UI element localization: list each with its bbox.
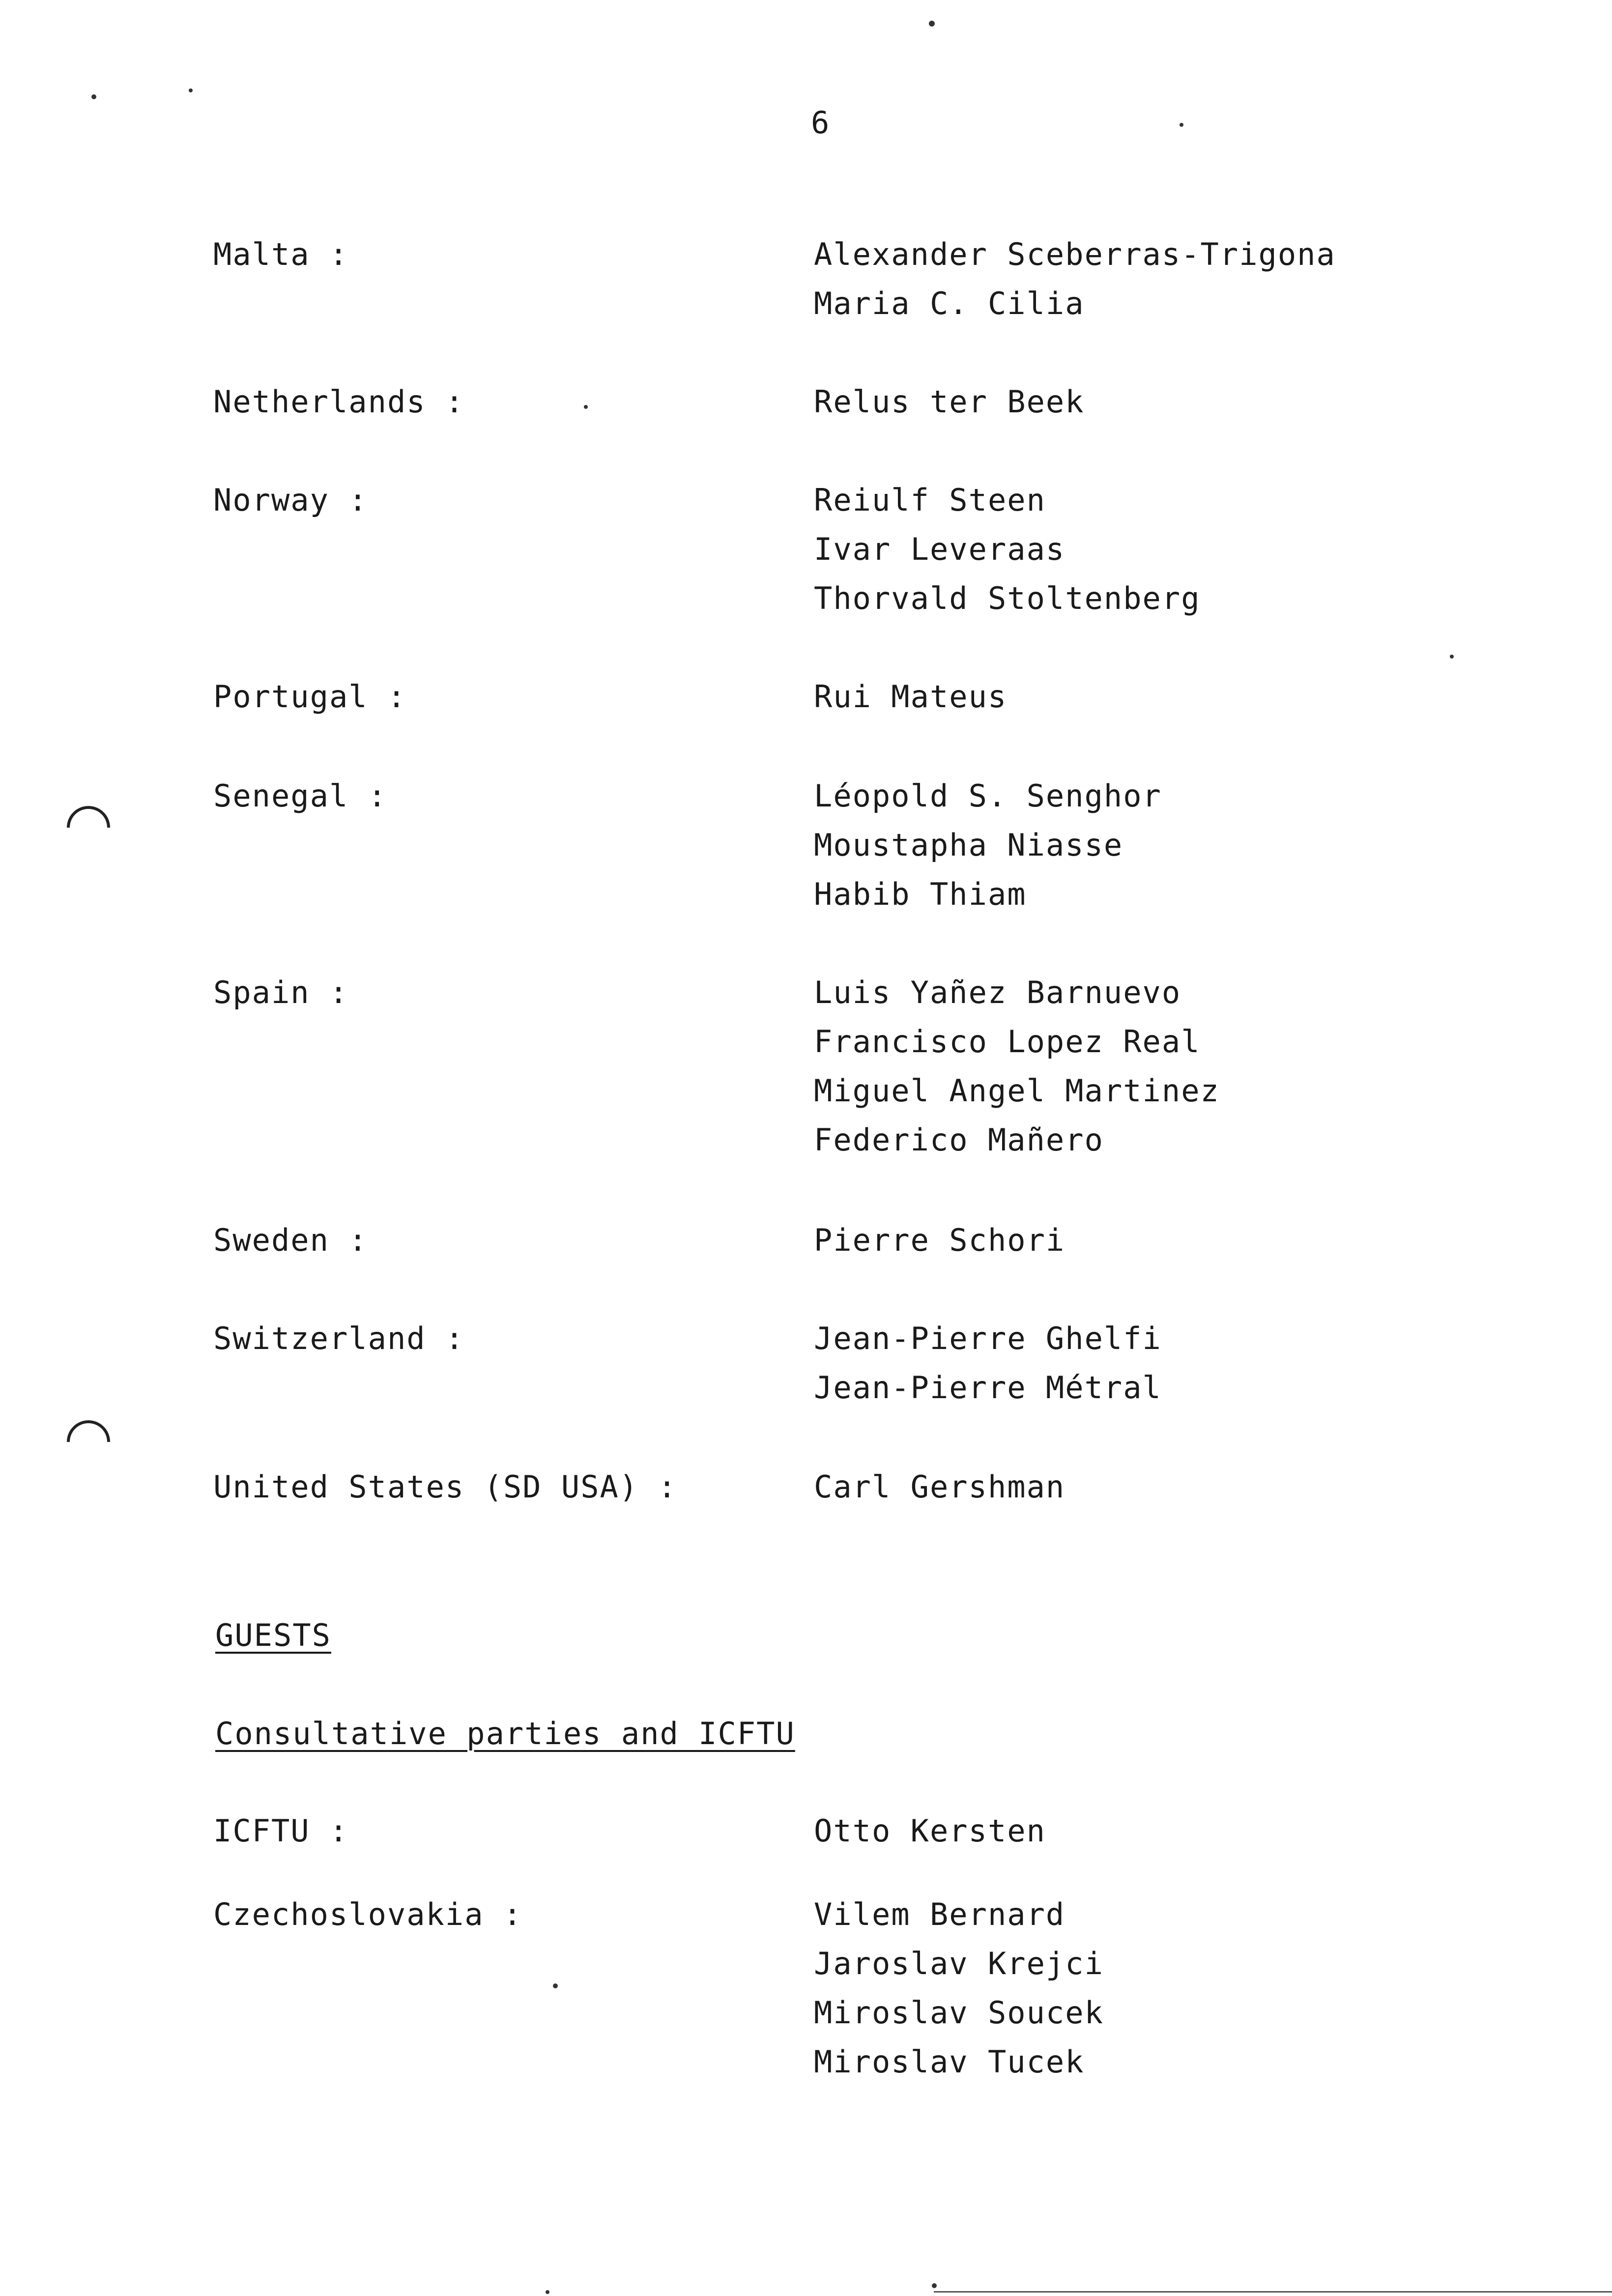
delegate-name: Miroslav Tucek <box>814 2044 1085 2080</box>
delegate-name: Vilem Bernard <box>814 1896 1065 1932</box>
scan-speck <box>553 1983 558 1988</box>
delegate-name: Maria C. Cilia <box>814 286 1085 321</box>
delegate-list <box>814 1314 1162 1412</box>
scan-speck <box>189 88 193 92</box>
bottom-edge-line <box>934 2291 1612 2293</box>
page-number: 6 <box>811 105 830 141</box>
scan-speck <box>929 21 935 27</box>
delegate-list <box>814 968 1220 1165</box>
country-label: Norway : <box>213 482 368 518</box>
delegate-list <box>814 672 1007 721</box>
consultative-heading: Consultative parties and ICFTU <box>215 1716 795 1751</box>
country-label: United States (SD USA) : <box>213 1469 677 1505</box>
scan-speck <box>1180 123 1183 127</box>
country-label: Switzerland : <box>213 1320 465 1356</box>
country-label: Czechoslovakia : <box>213 1896 523 1932</box>
scan-speck <box>91 94 96 99</box>
delegate-list <box>814 1807 1046 1856</box>
scan-speck <box>546 2290 549 2294</box>
guests-heading: GUESTS <box>215 1617 331 1653</box>
country-label: Malta : <box>213 236 349 272</box>
delegate-list <box>814 1216 1065 1265</box>
delegate-name: Léopold S. Senghor <box>814 778 1162 814</box>
delegate-name: Ivar Leveraas <box>814 531 1065 567</box>
delegate-name: Federico Mañero <box>814 1122 1104 1158</box>
delegate-name: Jaroslav Krejci <box>814 1946 1104 1981</box>
delegate-list <box>814 230 1336 328</box>
delegate-list <box>814 476 1201 623</box>
delegate-name: Jean-Pierre Ghelfi <box>814 1320 1162 1356</box>
punch-hole-mark <box>58 797 119 858</box>
delegate-name: Carl Gershman <box>814 1469 1065 1505</box>
delegate-name: Miroslav Soucek <box>814 1995 1104 2031</box>
delegate-list <box>814 772 1162 919</box>
delegate-name: Relus ter Beek <box>814 384 1085 420</box>
country-label: Netherlands : <box>213 384 465 420</box>
country-label: Senegal : <box>213 778 387 814</box>
delegate-name: Habib Thiam <box>814 876 1027 912</box>
country-label: Portugal : <box>213 679 407 715</box>
scan-speck <box>584 405 588 409</box>
delegate-name: Miguel Angel Martinez <box>814 1073 1220 1109</box>
delegate-name: Reiulf Steen <box>814 482 1046 518</box>
punch-hole-mark <box>58 1411 119 1472</box>
delegate-name: Jean-Pierre Métral <box>814 1370 1162 1406</box>
delegate-list <box>814 1890 1104 2087</box>
country-label: ICFTU : <box>213 1813 349 1849</box>
delegate-name: Rui Mateus <box>814 679 1008 715</box>
delegate-name: Francisco Lopez Real <box>814 1024 1201 1060</box>
delegate-name: Alexander Sceberras-Trigona <box>814 236 1336 272</box>
delegate-name: Pierre Schori <box>814 1222 1065 1258</box>
delegate-list <box>814 1463 1065 1512</box>
scan-speck <box>932 2283 937 2288</box>
delegate-name: Luis Yañez Barnuevo <box>814 975 1181 1010</box>
delegate-list <box>814 377 1085 427</box>
delegate-name: Moustapha Niasse <box>814 827 1123 863</box>
country-label: Spain : <box>213 975 349 1010</box>
country-label: Sweden : <box>213 1222 368 1258</box>
delegate-name: Otto Kersten <box>814 1813 1046 1849</box>
scan-speck <box>1450 655 1454 659</box>
delegate-name: Thorvald Stoltenberg <box>814 580 1201 616</box>
